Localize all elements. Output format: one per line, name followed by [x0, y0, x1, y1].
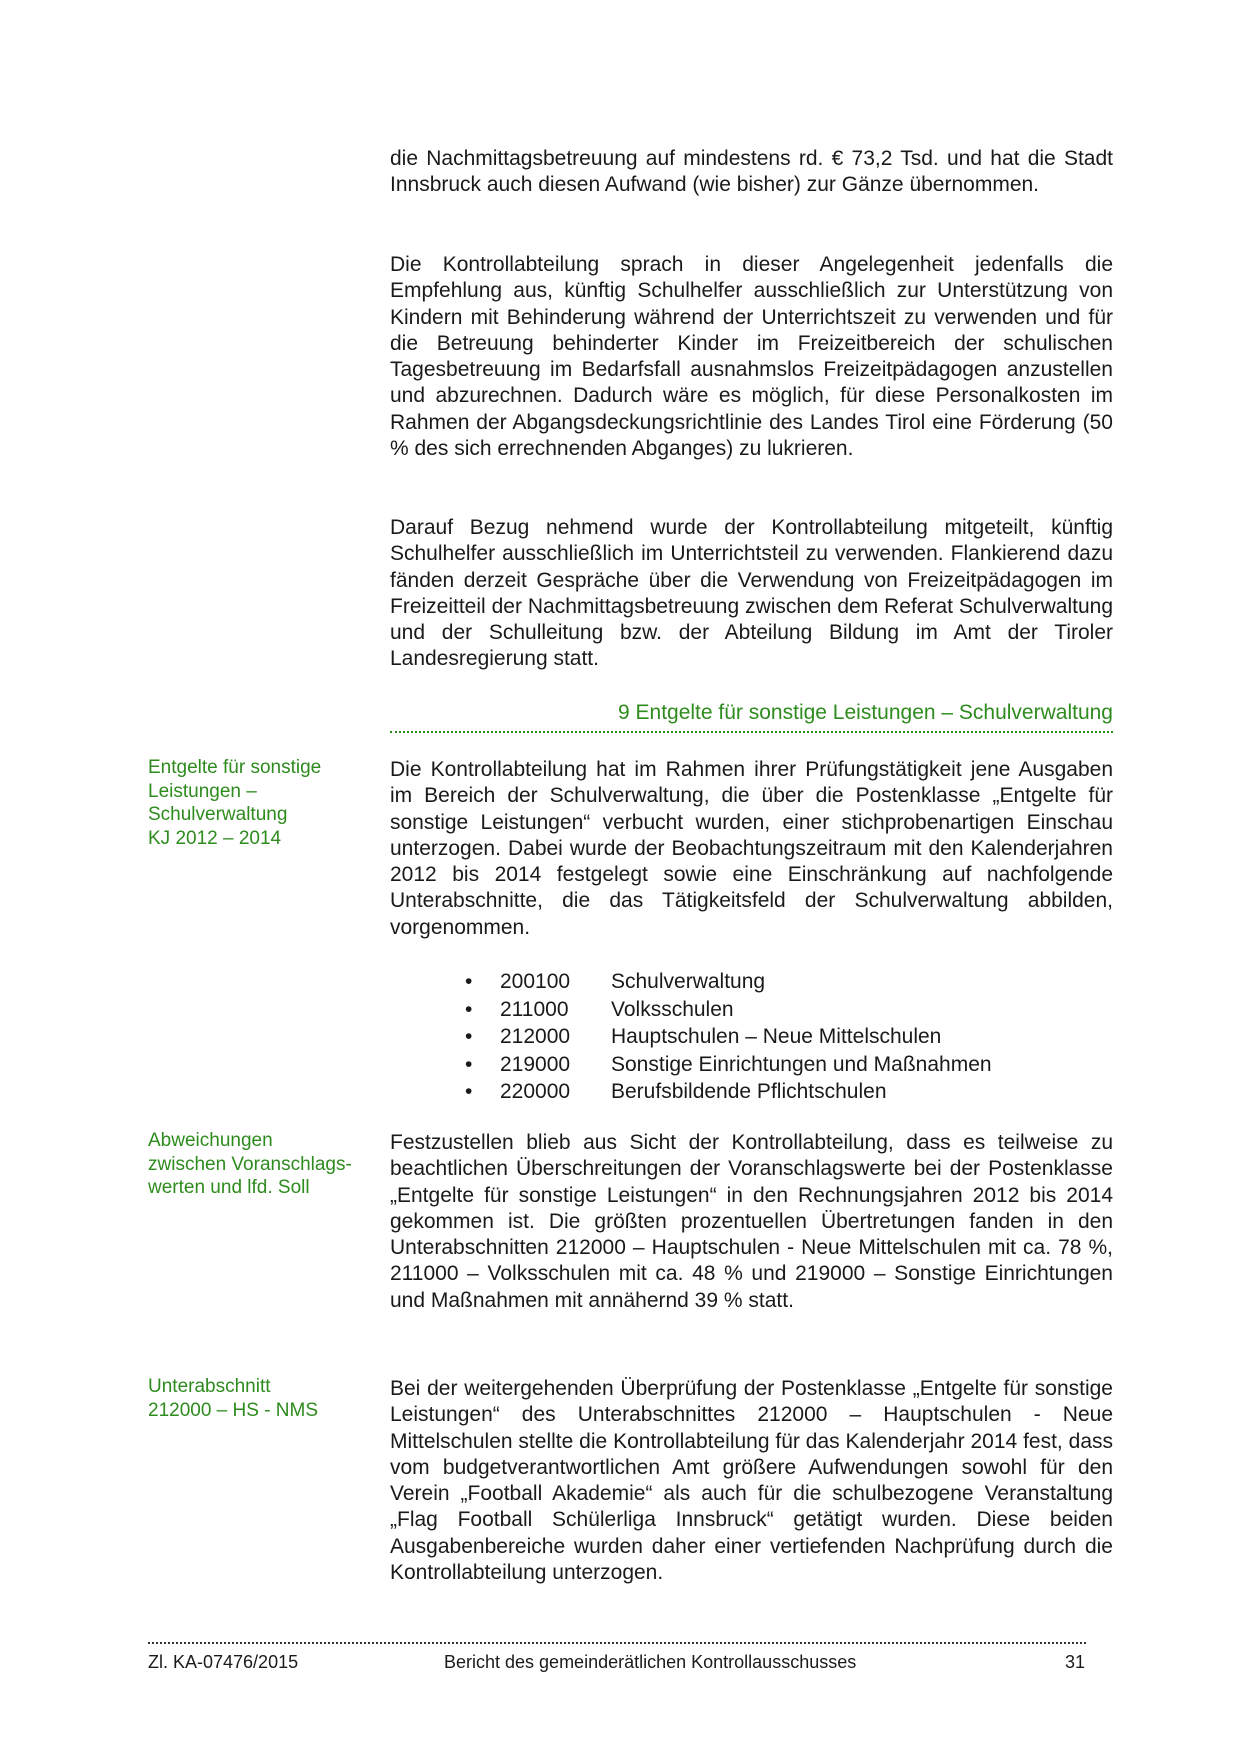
heading-dotted-rule — [390, 731, 1113, 733]
list-item-label: Schulverwaltung — [611, 970, 766, 993]
side-note-line: zwischen Voranschlags- — [148, 1153, 352, 1175]
footer-reference: Zl. KA-07476/2015 — [148, 1652, 299, 1672]
side-note-line: Schulverwaltung — [148, 804, 288, 825]
bullet-icon: • — [465, 970, 473, 993]
list-item — [465, 968, 992, 996]
paragraph-response — [390, 515, 1113, 673]
list-item — [465, 1078, 992, 1106]
list-item-code: 219000 — [500, 1052, 571, 1076]
side-note-line: 212000 – HS - NMS — [148, 1399, 319, 1421]
list-item — [465, 1023, 992, 1051]
bullet-icon: • — [465, 1052, 473, 1076]
side-note-line: Leistungen – — [148, 780, 257, 802]
list-item-code: 220000 — [500, 1080, 571, 1103]
side-note-line: KJ 2012 – 2014 — [148, 827, 282, 849]
paragraph-2: Die Kontrollabteilung sprach in dieser Angelegenheit jedenfalls die Empfehlung aus, künftig Schulhelfer ausschließlich zur Unterstützung von Kindern mit Behinderung während der Unterrichtszeit zu verwenden und für die Betreuung behinderter Kinder im Freizeitbereich der schulischen Tagesbetreuung im Bedarfsfall ausnahmslos Freizeitpädagogen anzustellen und abzurechnen. Dadurch wäre es möglich, für diese Personalkosten im Rahmen der Abgangsdeckungsrichtlinie des Landes Tirol eine Förderung (50 % des sich errechnenden Abganges) zu lukrieren. — [390, 253, 1113, 461]
list-item-code: 212000 — [500, 1025, 571, 1048]
paragraph-3: Darauf Bezug nehmend wurde der Kontrollabteilung mitgeteilt, künftig Schulhelfer ausschließlich im Unterrichtsteil zu verwenden. Flankierend dazu fänden derzeit Gespräche über die Verwendung von Freizeitpädagogen im Freizeitteil der Nachmittagsbetreuung zwischen dem Referat Schulverwaltung und der Schulleitung bzw. der Abteilung Bildung im Amt der Tiroler Landesregierung statt. — [390, 516, 1113, 671]
list-item-code: 211000 — [500, 997, 569, 1021]
list-item-label: Berufsbildende Pflichtschulen — [611, 1080, 887, 1103]
section-heading: 9 Entgelte für sonstige Leistungen – Schulverwaltung — [618, 701, 1113, 724]
list-item-label: Hauptschulen – Neue Mittelschulen — [611, 1025, 942, 1048]
paragraph-further-review — [390, 1376, 1113, 1586]
list-item-label: Volksschulen — [611, 997, 734, 1021]
bullet-icon: • — [465, 1080, 473, 1103]
footer-title: Bericht des gemeinderätlichen Kontrollausschusses — [444, 1652, 857, 1672]
paragraph-1: die Nachmittagsbetreuung auf mindestens rd. € 73,2 Tsd. und hat die Stadt Innsbruck auch diesen Aufwand (wie bisher) zur Gänze übernommen. — [390, 147, 1113, 197]
list-item — [465, 996, 992, 1024]
list-item-label: Sonstige Einrichtungen und Maßnahmen — [611, 1052, 992, 1076]
side-note-unterabschnitt — [148, 1375, 388, 1422]
list-item — [465, 1051, 992, 1079]
paragraph-5: Festzustellen blieb aus Sicht der Kontrollabteilung, dass es teilweise zu beachtlichen Überschreitungen der Voranschlagswerte bei der Postenklasse „Entgelte für sonstige Leistungen“ in den Rechnungsjahren 2012 bis 2014 gekommen ist. Die größten prozentuellen Übertretungen fanden in den Unterabschnitten 212000 – Hauptschulen - Neue Mittelschulen mit ca. 78 %, 211000 – Volksschulen mit ca. 48 % und 219000 – Sonstige Einrichtungen und Maßnahmen mit annähernd 39 % statt. — [390, 1131, 1113, 1312]
footer-dotted-rule — [148, 1642, 1086, 1644]
side-note-entgelte — [148, 756, 388, 850]
paragraph-recommendation — [390, 252, 1113, 462]
side-note-line: Entgelte für sonstige — [148, 757, 322, 778]
side-note-line: Abweichungen — [148, 1130, 273, 1151]
list-item-code: 200100 — [500, 970, 571, 993]
paragraph-audit-scope — [390, 757, 1113, 941]
paragraph-continuation — [390, 146, 1113, 199]
side-note-line: werten und lfd. Soll — [148, 1177, 310, 1198]
bullet-icon: • — [465, 1025, 473, 1048]
bullet-icon: • — [465, 997, 473, 1021]
side-note-line: Unterabschnitt — [148, 1376, 271, 1397]
paragraph-4: Die Kontrollabteilung hat im Rahmen ihrer Prüfungstätigkeit jene Ausgaben im Bereich der Schulverwaltung, die über die Postenklasse „Entgelte für sonstige Leistungen“ verbucht wurden, einer stichprobenartigen Einschau unterzogen. Dabei wurde der Beobachtungszeitraum mit den Kalenderjahren 2012 bis 2014 festgelegt sowie eine Einschränkung auf nachfolgende Unterabschnitte, die das Tätigkeitsfeld der Schulverwaltung abbilden, vorgenommen. — [390, 758, 1113, 939]
paragraph-deviations — [390, 1130, 1113, 1314]
subsection-list — [465, 968, 992, 1106]
paragraph-6: Bei der weitergehenden Überprüfung der Postenklasse „Entgelte für sonstige Leistungen“ des Unterabschnittes 212000 – Hauptschulen - Neue Mittelschulen stellte die Kontrollabteilung für das Kalenderjahr 2014 fest, dass vom budgetverantwortlichen Amt größere Aufwendungen sowohl für den Verein „Football Akademie“ als auch für die schulbezogene Veranstaltung „Flag Football Schülerliga Innsbruck“ getätigt wurden. Diese beiden Ausgabenbereiche wurden daher einer vertiefenden Nachprüfung durch die Kontrollabteilung unterzogen. — [390, 1377, 1113, 1585]
side-note-abweichungen — [148, 1129, 388, 1200]
page-number: 31 — [1065, 1652, 1086, 1672]
